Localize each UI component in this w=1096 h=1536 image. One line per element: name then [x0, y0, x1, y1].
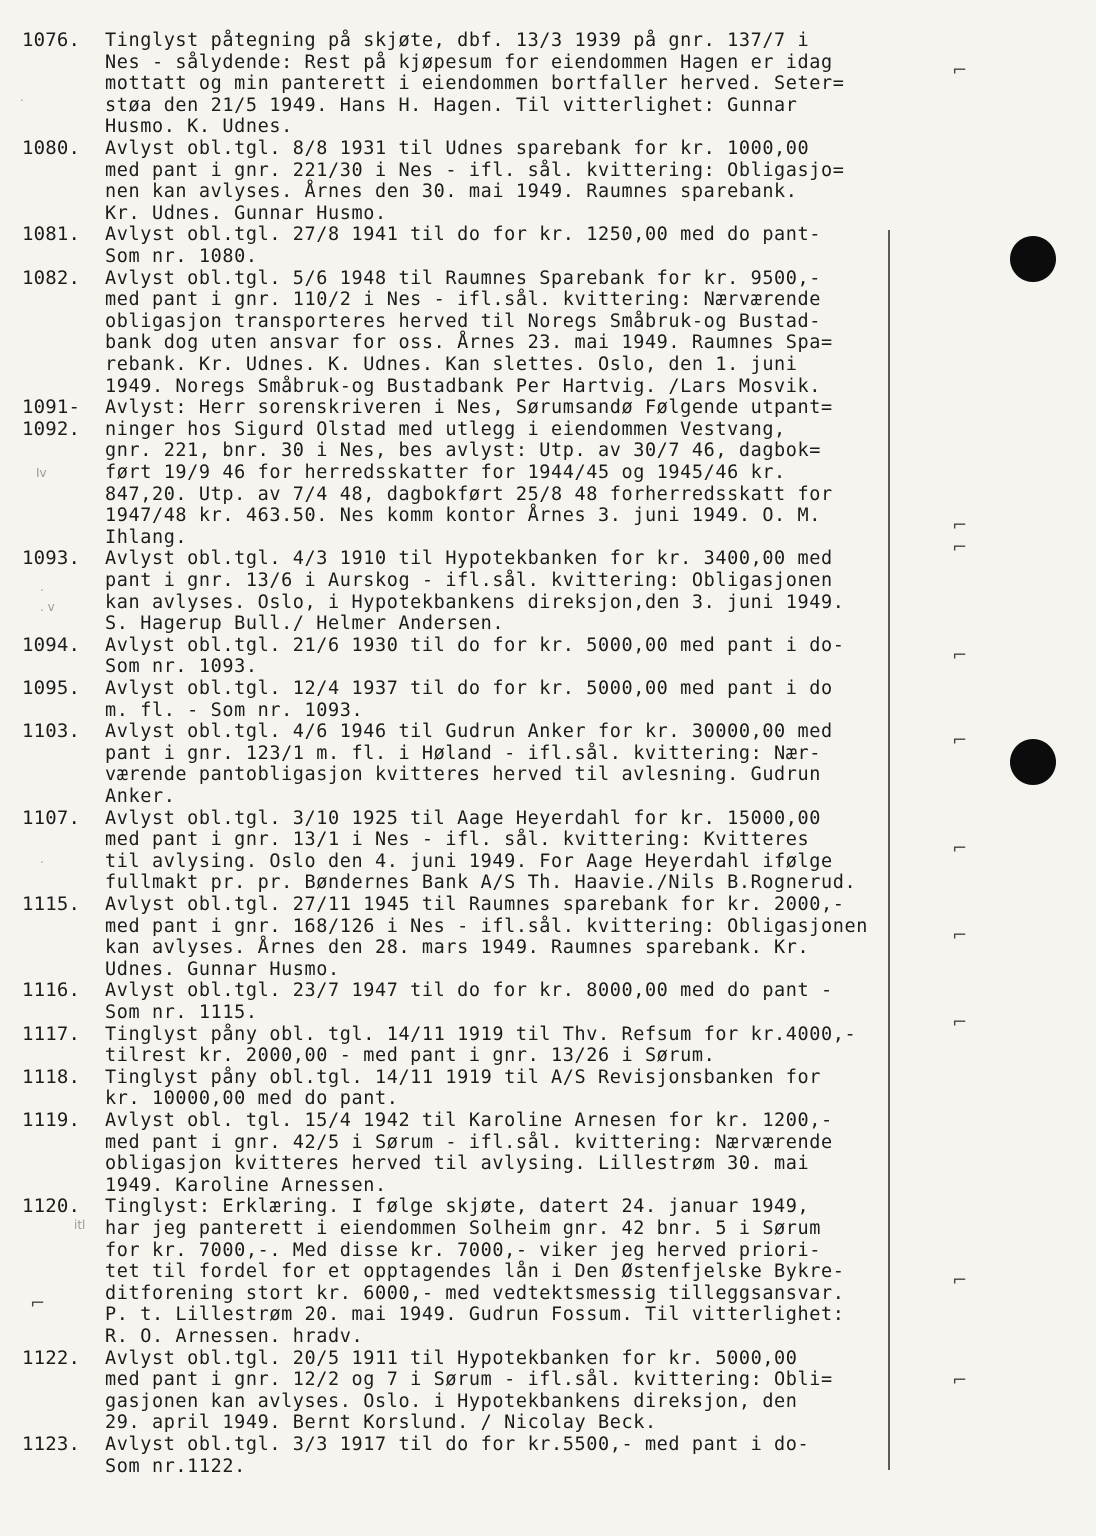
entry-line: Som nr. 1080. — [105, 245, 258, 267]
margin-check-mark: ⌐ — [952, 645, 968, 666]
entry-number: 1095. — [22, 677, 81, 699]
entry-line: Avlyst obl.tgl. 27/8 1941 til do for kr. 1250,00 med do pant- — [105, 224, 822, 246]
entry-line: kr. 10000,00 med do pant. — [105, 1088, 399, 1110]
entry-line: 1947/48 kr. 463.50. Nes komm kontor Årnes 3. juni 1949. O. M. — [105, 505, 822, 527]
entry-text — [105, 548, 965, 634]
entry-number: 1091- 1092. — [22, 396, 81, 440]
entry-line: med pant i gnr. 13/1 i Nes - ifl. sål. kvittering: Kvitteres — [105, 829, 810, 851]
entry-line: gasjonen kan avlyses. Oslo. i Hypotekbankens direksjon, den — [105, 1390, 798, 1412]
entry-line: Avlyst obl.tgl. 21/6 1930 til do for kr. 5000,00 med pant i do- — [105, 634, 845, 656]
entry-line: R. O. Arnessen. hradv. — [105, 1325, 364, 1347]
entry-line: 29. april 1949. Bernt Korslund. / Nicolay Beck. — [105, 1412, 657, 1434]
entry-text — [105, 634, 968, 678]
entry-line: kan avlyses. Oslo, i Hypotekbankens direksjon,den 3. juni 1949. — [105, 591, 845, 613]
entry-line: Avlyst obl.tgl. 27/11 1945 til Raumnes sparebank for kr. 2000,- — [105, 894, 845, 915]
margin-check-mark: ⌐ — [952, 60, 968, 81]
entry-text — [105, 894, 968, 980]
entry-line: Avlyst obl.tgl. 3/10 1925 til Aage Heyerdahl for kr. 15000,00 — [105, 807, 822, 829]
entry-line: til avlysing. Oslo den 4. juni 1949. For Aage Heyerdahl ifølge — [105, 850, 833, 872]
margin-check-mark: ⌐ — [952, 1012, 968, 1033]
punch-hole-middle — [1010, 739, 1056, 785]
entry-line: Tinglyst påtegning på skjøte, dbf. 13/3 1939 på gnr. 137/7 i — [105, 30, 810, 51]
entry-number: 1076. — [22, 29, 81, 51]
entry-line: Tinglyst: Erklæring. I følge skjøte, datert 24. januar 1949, — [105, 1196, 810, 1218]
entry-text — [105, 397, 968, 548]
entry-line: Tinglyst påny obl. tgl. 14/11 1919 til Thv. Refsum for kr.4000,- — [105, 1023, 857, 1045]
entry-number: 1082. — [22, 266, 81, 289]
entry-line: med pant i gnr. 12/2 og 7 i Sørum - ifl.sål. kvittering: Obli= — [105, 1369, 833, 1391]
entry-line: ditforening stort kr. 6000,- med vedtektsmessig tilleggsansvar. — [105, 1282, 845, 1304]
entry-number: 1107. — [22, 806, 81, 829]
entry-line: pant i gnr. 123/1 m. fl. i Høland - ifl.sål. kvittering: Nær- — [105, 742, 822, 764]
entry-text — [105, 1110, 965, 1196]
entry-line: Nes - sålydende: Rest på kjøpesum for eiendommen Hagen er idag — [105, 51, 833, 73]
entry-line: S. Hagerup Bull./ Helmer Andersen. — [105, 613, 505, 635]
entry-number: 1117. — [22, 1022, 81, 1045]
entry-line: Avlyst: Herr sorenskriveren i Nes, Sørumsandø Følgende utpant= — [105, 397, 833, 419]
margin-check-mark: ⌐ — [952, 730, 968, 751]
entry-number: 1103. — [22, 720, 81, 743]
entry-line: Som nr.1122. — [105, 1455, 246, 1477]
entry-text — [105, 1196, 968, 1347]
entry-line: Avlyst obl.tgl. 20/5 1911 til Hypotekbanken for kr. 5000,00 — [105, 1347, 798, 1369]
entry-line: Avlyst obl.tgl. 5/6 1948 til Raumnes Sparebank for kr. 9500,- — [105, 267, 822, 289]
entry-line: Udnes. Gunnar Husmo. — [105, 958, 340, 980]
entry-number: 1081. — [22, 223, 81, 246]
entry-line: 1949. Karoline Arnessen. — [105, 1174, 387, 1196]
faint-mark: itl — [74, 1218, 86, 1232]
margin-check-mark: ⌐ — [952, 1270, 968, 1291]
entry-line: tet til fordel for et opptagendes lån i Den Østenfjelske Bykre- — [105, 1261, 845, 1283]
entry-line: nen kan avlyses. Årnes den 30. mai 1949. Raumnes sparebank. — [105, 181, 798, 203]
entry-number: 1080. — [22, 137, 81, 159]
entry-text — [105, 1024, 965, 1067]
entry-line: Avlyst obl.tgl. 8/8 1931 til Udnes sparebank for kr. 1000,00 — [105, 138, 810, 159]
entry-line: ninger hos Sigurd Olstad med utlegg i eiendommen Vestvang, — [105, 418, 786, 440]
entry-line: bank dog uten ansvar for oss. Årnes 23. mai 1949. Raumnes Spa= — [105, 332, 833, 354]
entry-line: med pant i gnr. 221/30 i Nes - ifl. sål. kvittering: Obligasjo= — [105, 159, 845, 181]
punch-hole-top — [1010, 236, 1056, 282]
entry-line: med pant i gnr. 42/5 i Sørum - ifl.sål. kvittering: Nærværende — [105, 1131, 833, 1153]
entry-number: 1122. — [22, 1346, 81, 1369]
entry-line: Avlyst obl.tgl. 23/7 1947 til do for kr. 8000,00 med do pant - — [105, 980, 833, 1002]
entry-line: Ihlang. — [105, 526, 188, 548]
entry-text — [105, 678, 965, 721]
margin-check-mark: ⌐ — [952, 925, 968, 946]
entry-line: 1949. Noregs Småbruk-og Bustadbank Per Hartvig. /Lars Mosvik. — [105, 375, 822, 397]
entry-line: kan avlyses. Årnes den 28. mars 1949. Raumnes sparebank. Kr. — [105, 937, 810, 959]
entry-line: støa den 21/5 1949. Hans H. Hagen. Til vitterlighet: Gunnar — [105, 94, 798, 116]
entry-number: 1115. — [22, 893, 81, 915]
entry-line: med pant i gnr. 110/2 i Nes - ifl.sål. kvittering: Nærværende — [105, 289, 822, 311]
entry-line: 847,20. Utp. av 7/4 48, dagbokført 25/8 48 forherredsskatt for — [105, 483, 833, 505]
entry-line: for kr. 7000,-. Med disse kr. 7000,- viker jeg herved priori- — [105, 1239, 822, 1261]
entry-number: 1093. — [22, 547, 81, 570]
entry-line: Husmo. K. Udnes. — [105, 116, 293, 138]
entry-line: Som nr. 1115. — [105, 1001, 258, 1023]
entry-text — [105, 268, 965, 398]
entry-line: fullmakt pr. pr. Bøndernes Bank A/S Th. Haavie./Nils B.Rognerud. — [105, 872, 857, 894]
entry-text — [105, 224, 965, 267]
entry-line: har jeg panterett i eiendommen Solheim gnr. 42 bnr. 5 i Sørum — [105, 1217, 822, 1239]
entry-line: rebank. Kr. Udnes. K. Udnes. Kan slettes. Oslo, den 1. juni — [105, 353, 798, 375]
entry-line: Avlyst obl.tgl. 12/4 1937 til do for kr. 5000,00 med pant i do — [105, 678, 833, 699]
entry-line: Tinglyst påny obl.tgl. 14/11 1919 til A/S Revisjonsbanken for — [105, 1066, 822, 1088]
faint-mark: . v — [40, 600, 55, 614]
entry-line: m. fl. - Som nr. 1093. — [105, 699, 364, 721]
entry-text — [105, 980, 965, 1023]
entry-number: 1123. — [22, 1433, 81, 1455]
margin-check-mark: ⌐ — [30, 1293, 46, 1314]
entry-line: værende pantobligasjon kvitteres herved til avlesning. Gudrun — [105, 764, 822, 786]
entry-line: Avlyst obl.tgl. 3/3 1917 til do for kr.5500,- med pant i do- — [105, 1434, 810, 1455]
entry-line: Kr. Udnes. Gunnar Husmo. — [105, 202, 387, 224]
entry-number: 1094. — [22, 633, 81, 656]
entry-line: Avlyst obl. tgl. 15/4 1942 til Karoline Arnesen for kr. 1200,- — [105, 1110, 833, 1131]
faint-mark: . — [40, 852, 44, 866]
entry-line: Anker. — [105, 785, 176, 807]
entry-line: tilrest kr. 2000,00 - med pant i gnr. 13/26 i Sørum. — [105, 1045, 716, 1067]
entry-line: gnr. 221, bnr. 30 i Nes, bes avlyst: Utp. av 30/7 46, dagbok= — [105, 440, 822, 462]
entry-text — [105, 138, 965, 224]
entry-number: 1119. — [22, 1109, 81, 1131]
faint-mark: . — [20, 90, 24, 104]
entry-line: Avlyst obl.tgl. 4/3 1910 til Hypotekbanken for kr. 3400,00 med — [105, 548, 833, 570]
margin-check-mark: ⌐ — [952, 1370, 968, 1391]
entry-text — [105, 1347, 968, 1434]
entry-number: 1120. — [22, 1195, 81, 1218]
faint-mark: . — [40, 580, 44, 594]
entry-text — [105, 1067, 965, 1110]
entry-line: ført 19/9 46 for herredsskatter for 1944/45 og 1945/46 kr. — [105, 461, 786, 483]
entry-line: mottatt og min panterett i eiendommen bortfaller herved. Seter= — [105, 73, 845, 95]
margin-check-mark: ⌐ — [952, 838, 968, 859]
entry-text — [105, 1434, 965, 1477]
entry-line: P. t. Lillestrøm 20. mai 1949. Gudrun Fossum. Til vitterlighet: — [105, 1304, 845, 1326]
entry-line: pant i gnr. 13/6 i Aurskog - ifl.sål. kvittering: Obligasjonen — [105, 569, 833, 591]
entry-text — [105, 721, 968, 807]
margin-check-mark: ⌐ — [952, 537, 968, 558]
entry-line: Avlyst obl.tgl. 4/6 1946 til Gudrun Anker for kr. 30000,00 med — [105, 721, 833, 743]
entry-text — [105, 807, 968, 894]
entry-line: med pant i gnr. 168/126 i Nes - ifl.sål. kvittering: Obligasjonen — [105, 915, 868, 937]
faint-mark: Iv — [36, 466, 47, 480]
margin-check-mark: ⌐ — [952, 515, 968, 536]
entry-line: obligasjon kvitteres herved til avlysing. Lillestrøm 30. mai — [105, 1153, 810, 1175]
entry-number: 1116. — [22, 979, 81, 1002]
entry-text — [105, 30, 968, 138]
entry-number: 1118. — [22, 1065, 81, 1088]
entry-line: Som nr. 1093. — [105, 656, 258, 678]
entry-line: obligasjon transporteres herved til Noregs Småbruk-og Bustad- — [105, 310, 822, 332]
